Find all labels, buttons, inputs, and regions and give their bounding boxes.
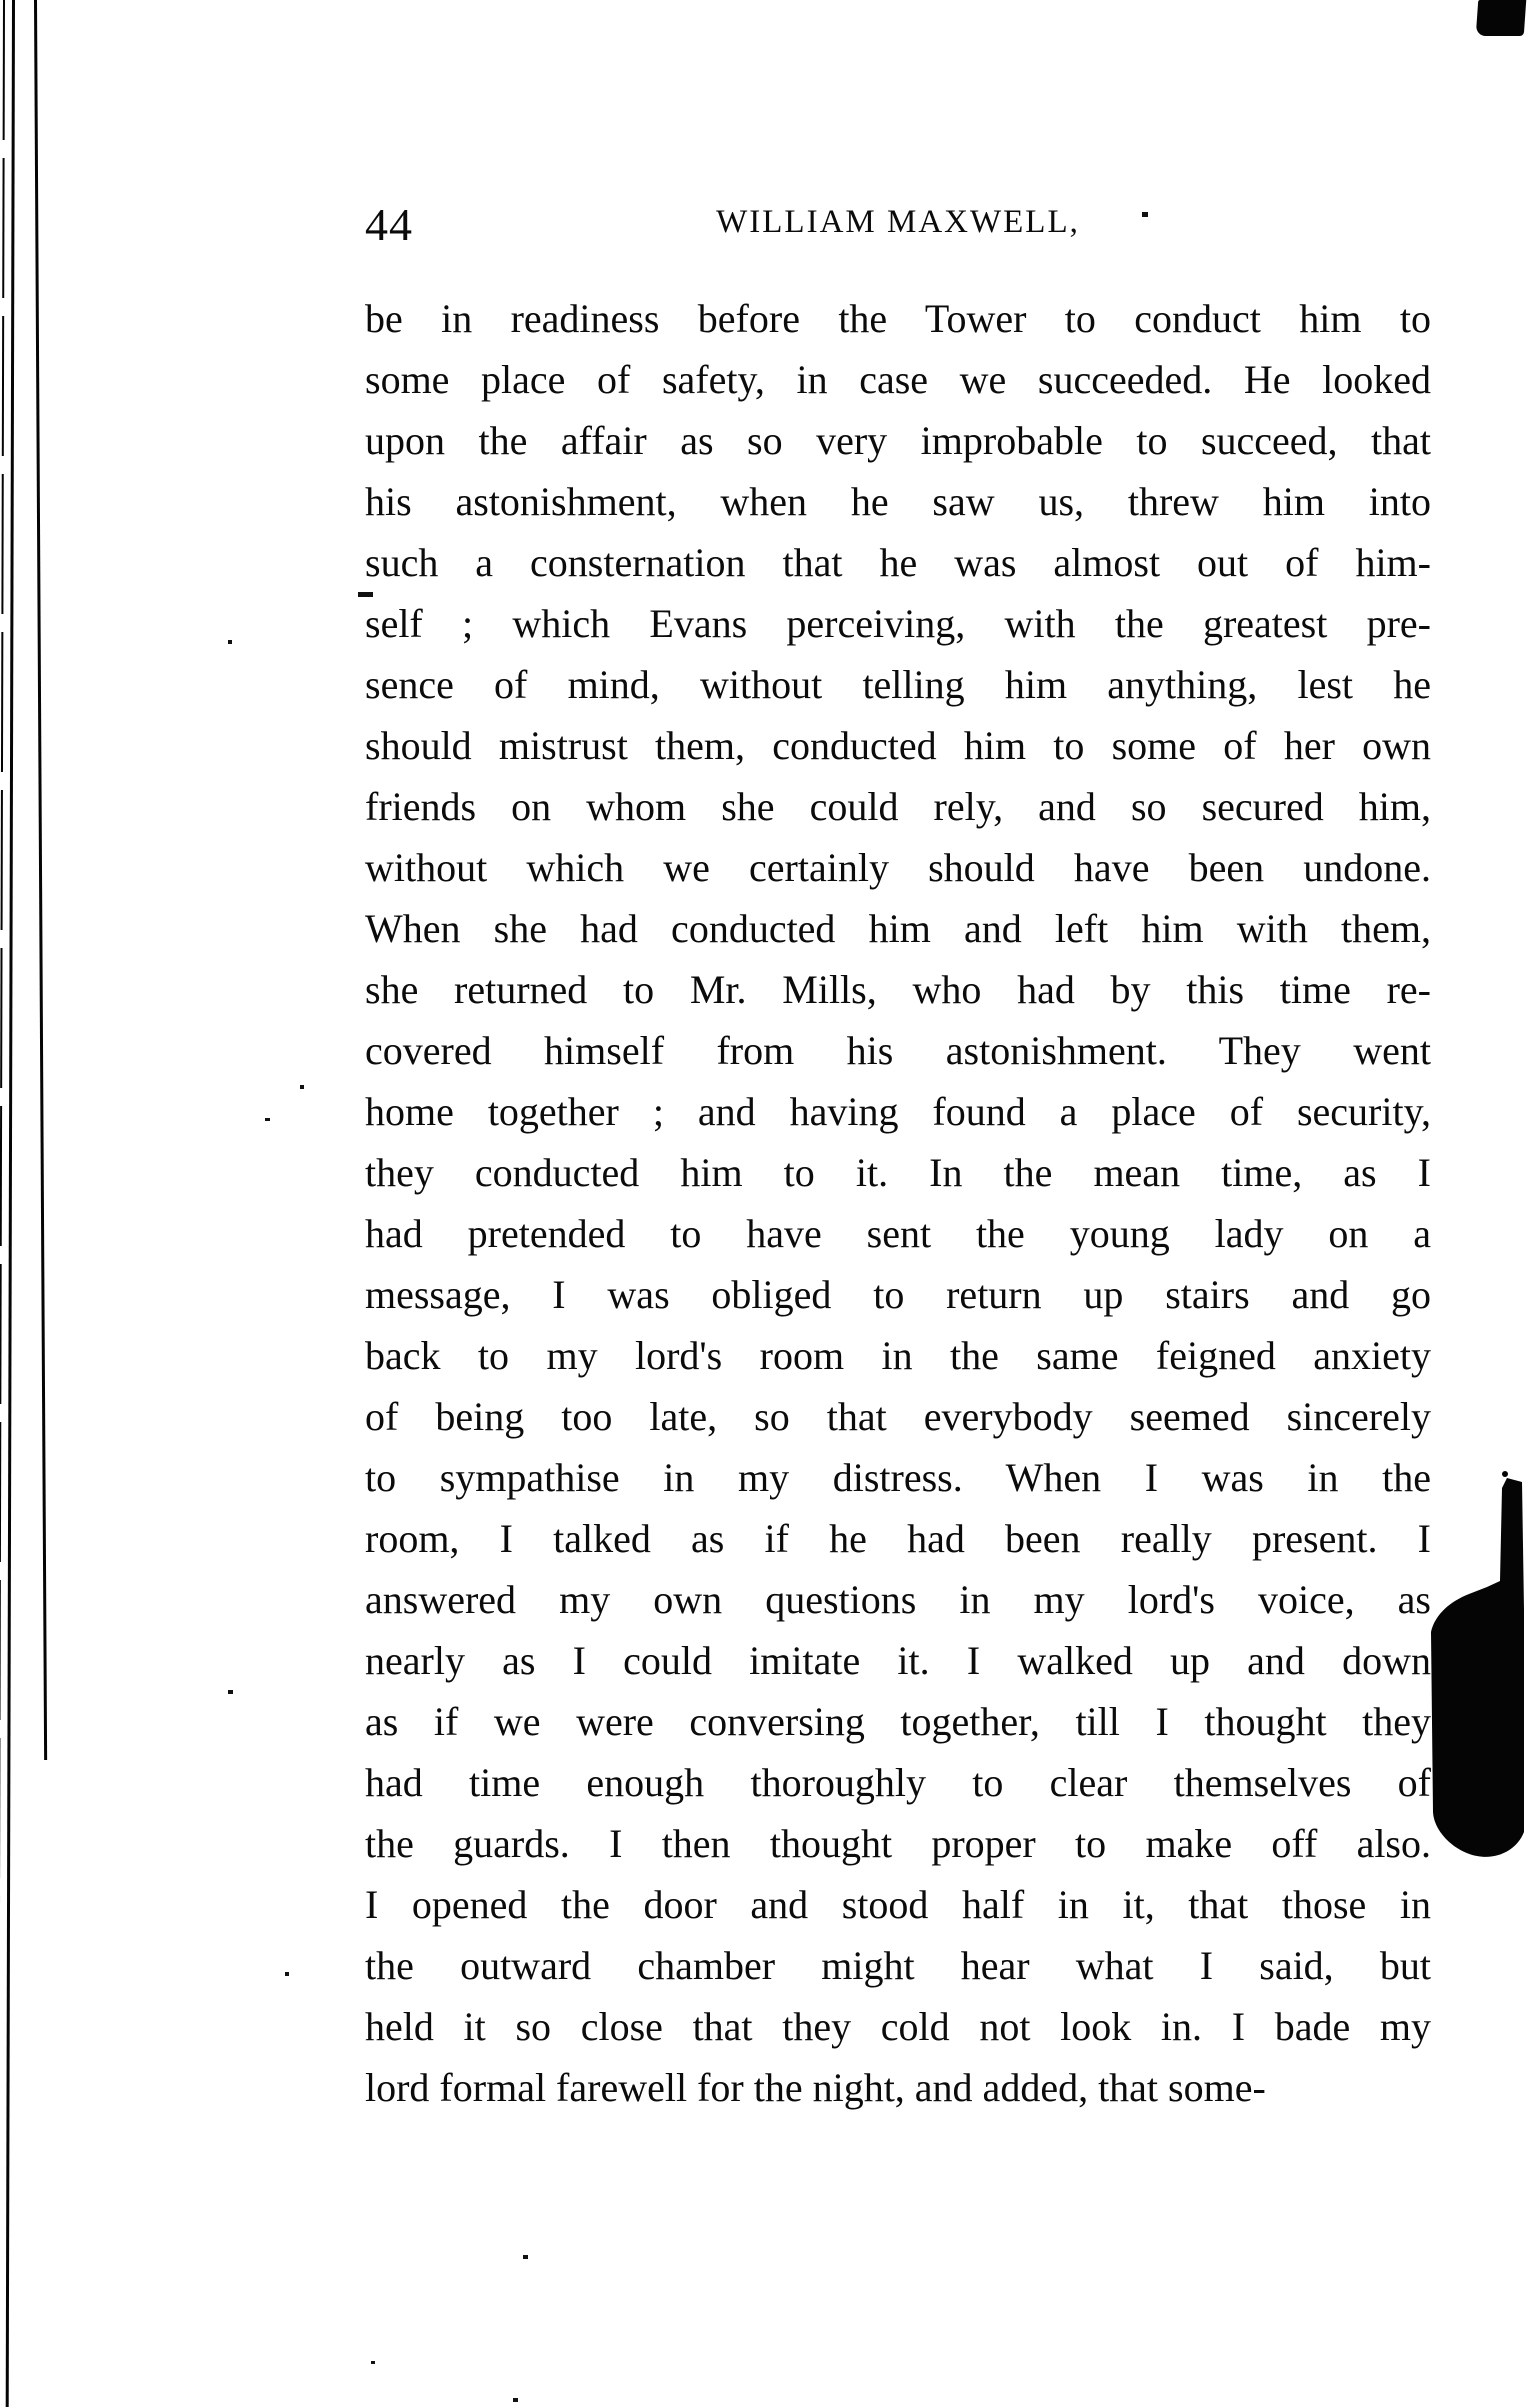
binding-line <box>0 0 5 2330</box>
running-title: WILLIAM MAXWELL, <box>716 204 1080 240</box>
text-line: back to my lord's room in the same feigned anxiety <box>365 1333 1431 1378</box>
text-block <box>365 288 1431 2118</box>
text-line: nearly as I could imitate it. I walked up and down <box>365 1638 1431 1683</box>
text-line: of being too late, so that everybody seemed sincerely <box>365 1394 1431 1439</box>
text-line: held it so close that they cold not look in. I bade my <box>365 2004 1431 2049</box>
ink-speck <box>228 640 232 644</box>
ink-speck <box>300 1085 304 1089</box>
text-line: they conducted him to it. In the mean time, as I <box>365 1150 1431 1195</box>
text-line: answered my own questions in my lord's voice, as <box>365 1577 1431 1622</box>
ink-speck <box>285 1972 289 1976</box>
text-line: the guards. I then thought proper to make off also. <box>365 1821 1431 1866</box>
binding-line <box>6 0 15 2407</box>
page-header <box>365 198 1431 260</box>
text-line: friends on whom she could rely, and so secured him, <box>365 784 1431 829</box>
text-line: the outward chamber might hear what I said, but <box>365 1943 1431 1988</box>
text-line: When she had conducted him and left him with them, <box>365 906 1431 951</box>
ink-speck <box>513 2398 518 2402</box>
ink-speck <box>523 2255 528 2259</box>
text-line: covered himself from his astonishment. They went <box>365 1028 1431 1073</box>
text-line: self ; which Evans perceiving, with the greatest pre- <box>365 601 1431 646</box>
text-line: upon the affair as so very improbable to succeed, that <box>365 418 1431 463</box>
text-line: should mistrust them, conducted him to some of her own <box>365 723 1431 768</box>
ink-speck <box>228 1690 233 1694</box>
text-line: some place of safety, in case we succeeded. He looked <box>365 357 1431 402</box>
text-line: his astonishment, when he saw us, threw him into <box>365 479 1431 524</box>
text-line: had time enough thoroughly to clear themselves of <box>365 1760 1431 1805</box>
text-line: such a consternation that he was almost out of him- <box>365 540 1431 585</box>
text-line: to sympathise in my distress. When I was in the <box>365 1455 1431 1500</box>
text-line: she returned to Mr. Mills, who had by this time re- <box>365 967 1431 1012</box>
ink-blob-right <box>1425 1470 1533 1865</box>
ink-blob-top-right <box>1476 0 1527 36</box>
text-line: lord formal farewell for the night, and added, that some- <box>365 2065 1266 2110</box>
text-line: room, I talked as if he had been really present. I <box>365 1516 1431 1561</box>
text-line: message, I was obliged to return up stairs and go <box>365 1272 1431 1317</box>
page-number: 44 <box>365 199 413 250</box>
text-line: sence of mind, without telling him anything, lest he <box>365 662 1431 707</box>
text-line: without which we certainly should have been undone. <box>365 845 1431 890</box>
text-line: I opened the door and stood half in it, that those in <box>365 1882 1431 1927</box>
text-line: be in readiness before the Tower to conduct him to <box>365 296 1431 341</box>
ink-speck <box>371 2361 375 2364</box>
binding-line <box>34 0 47 1760</box>
text-line: had pretended to have sent the young lady on a <box>365 1211 1431 1256</box>
text-line: home together ; and having found a place of security, <box>365 1089 1431 1134</box>
ink-speck <box>265 1118 270 1121</box>
text-line: as if we were conversing together, till I thought they <box>365 1699 1431 1744</box>
